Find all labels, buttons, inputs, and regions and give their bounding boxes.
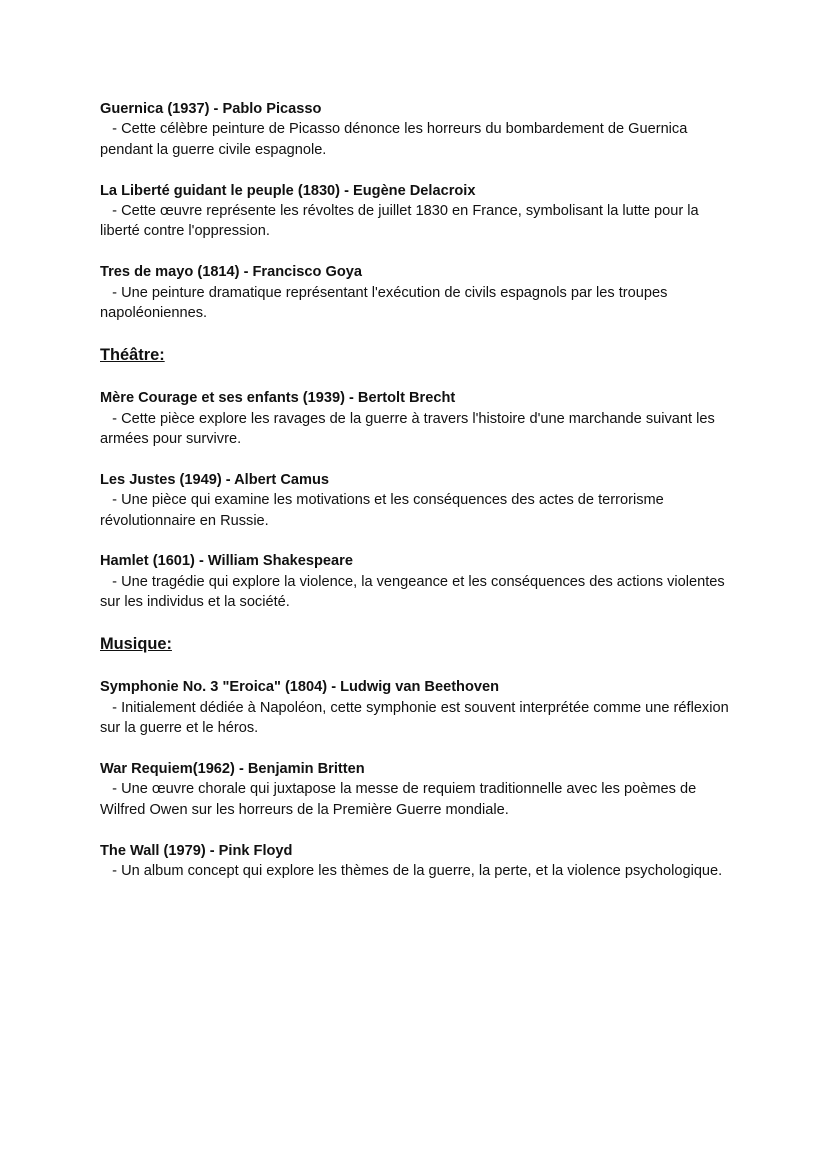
entry-description: - Une tragédie qui explore la violence, la vengeance et les conséquences des actions violentes sur les individus et la société. <box>100 573 729 611</box>
entry-mere-courage <box>100 388 740 449</box>
section-painting <box>100 99 740 323</box>
entry-description: - Un album concept qui explore les thèmes de la guerre, la perte, et la violence psychologique. <box>100 863 723 880</box>
entry-title: War Requiem(1962) - Benjamin Britten <box>100 761 365 778</box>
entry-title: Mère Courage et ses enfants (1939) - Bertolt Brecht <box>100 390 456 407</box>
entry-liberte <box>100 181 740 242</box>
entry-the-wall <box>100 841 740 882</box>
entry-title: Les Justes (1949) - Albert Camus <box>100 471 329 488</box>
document-page <box>100 99 740 902</box>
entry-description: - Cette pièce explore les ravages de la guerre à travers l'histoire d'une marchande suivant les armées pour survivre. <box>100 410 719 448</box>
section-heading-music: Musique: <box>100 635 172 654</box>
entry-guernica <box>100 99 740 160</box>
entry-eroica <box>100 677 740 738</box>
entry-title: Guernica (1937) - Pablo Picasso <box>100 101 322 117</box>
section-music <box>100 633 740 881</box>
entry-description: - Une peinture dramatique représentant l'exécution de civils espagnols par les troupes napoléoniennes. <box>100 284 672 322</box>
entry-title: The Wall (1979) - Pink Floyd <box>100 842 293 859</box>
section-theatre <box>100 344 740 613</box>
entry-title: Symphonie No. 3 "Eroica" (1804) - Ludwig van Beethoven <box>100 679 500 696</box>
entry-les-justes <box>100 470 740 531</box>
entry-title: La Liberté guidant le peuple (1830) - Eugène Delacroix <box>100 182 476 199</box>
entry-hamlet <box>100 551 740 612</box>
entry-title: Tres de mayo (1814) - Francisco Goya <box>100 264 362 281</box>
entry-description: - Initialement dédiée à Napoléon, cette symphonie est souvent interprétée comme une réflexion sur la guerre et le héros. <box>100 699 733 737</box>
entry-description: - Cette célèbre peinture de Picasso dénonce les horreurs du bombardement de Guernica pendant la guerre civile espagnole. <box>100 121 692 158</box>
entry-war-requiem <box>100 759 740 820</box>
entry-description: - Cette œuvre représente les révoltes de juillet 1830 en France, symbolisant la lutte pour la liberté contre l'oppression. <box>100 203 703 240</box>
entry-tres-de-mayo <box>100 262 740 323</box>
entry-title: Hamlet (1601) - William Shakespeare <box>100 553 353 570</box>
entry-description: - Une pièce qui examine les motivations et les conséquences des actes de terrorisme révolutionnaire en Russie. <box>100 492 668 529</box>
entry-description: - Une œuvre chorale qui juxtapose la messe de requiem traditionnelle avec les poèmes de Wilfred Owen sur les horreurs de la Première Guerre mondiale. <box>100 781 701 818</box>
section-heading-theatre: Théâtre: <box>100 345 165 364</box>
